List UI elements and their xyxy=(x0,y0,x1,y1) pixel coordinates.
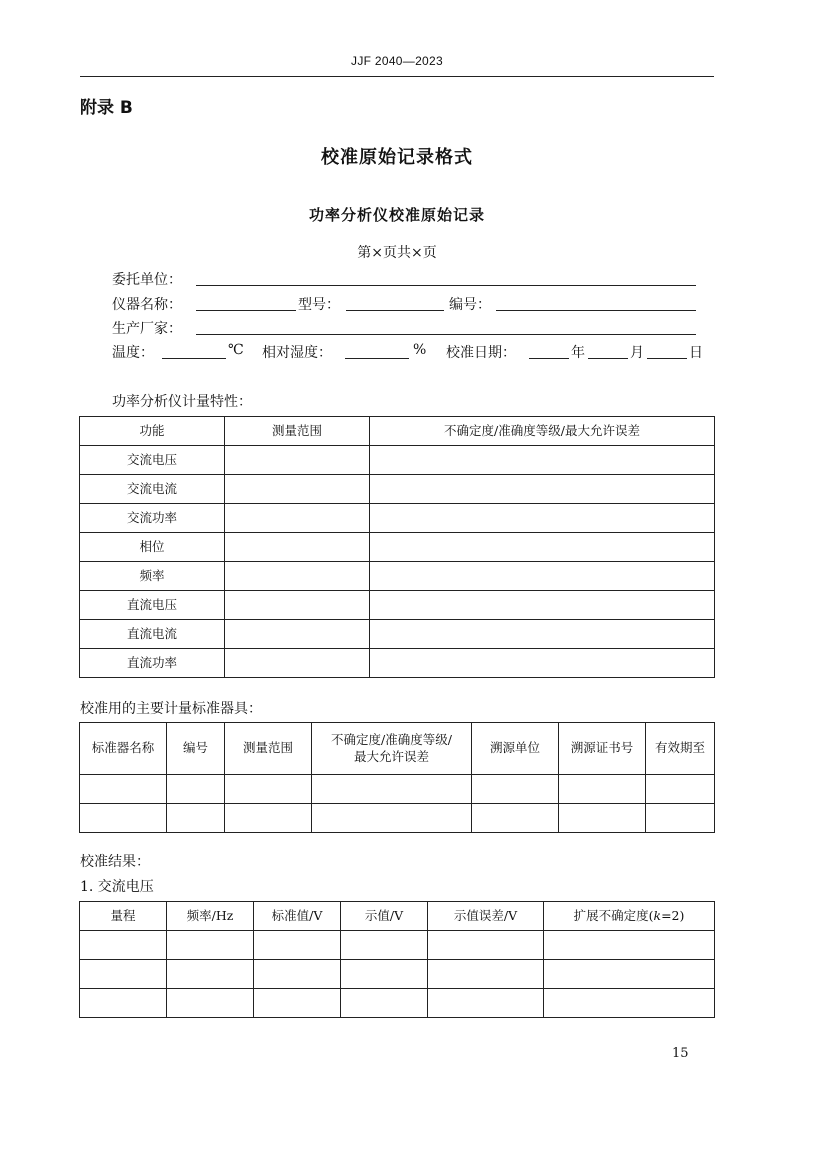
input-cell[interactable] xyxy=(80,804,167,833)
input-cell[interactable] xyxy=(225,649,370,678)
temperature-unit: ℃ xyxy=(228,342,244,358)
input-cell[interactable] xyxy=(370,620,715,649)
input-cell[interactable] xyxy=(225,533,370,562)
month-blank[interactable] xyxy=(588,342,628,359)
input-cell[interactable] xyxy=(472,775,559,804)
table-row xyxy=(80,620,715,649)
instrument-name-label: 仪器名称： xyxy=(112,297,182,313)
function-cell: 直流电压 xyxy=(80,591,225,620)
table-row xyxy=(80,989,715,1018)
model-label: 型号： xyxy=(298,297,340,313)
col-range: 测量范围 xyxy=(225,417,370,446)
results-table xyxy=(79,901,715,1018)
table-row xyxy=(80,649,715,678)
instrument-row xyxy=(112,294,702,314)
instrument-name-blank[interactable] xyxy=(196,294,296,311)
header-divider xyxy=(80,76,714,77)
input-cell[interactable] xyxy=(370,649,715,678)
input-cell[interactable] xyxy=(225,475,370,504)
humidity-unit: % xyxy=(413,342,427,358)
col-number: 编号 xyxy=(167,723,225,775)
table-row xyxy=(80,562,715,591)
input-cell[interactable] xyxy=(225,504,370,533)
input-cell[interactable] xyxy=(225,446,370,475)
input-cell[interactable] xyxy=(80,775,167,804)
col-function: 功能 xyxy=(80,417,225,446)
client-row xyxy=(112,269,702,289)
temperature-label: 温度： xyxy=(112,345,154,361)
temperature-blank[interactable] xyxy=(162,342,226,359)
serial-label: 编号： xyxy=(449,297,491,313)
col-uncertainty: 不确定度/准确度等级/最大允许误差 xyxy=(370,417,715,446)
function-cell: 交流电流 xyxy=(80,475,225,504)
table-row xyxy=(80,775,715,804)
input-cell[interactable] xyxy=(225,804,312,833)
standards-table xyxy=(79,722,715,833)
input-cell[interactable] xyxy=(312,775,472,804)
input-cell[interactable] xyxy=(472,804,559,833)
input-cell[interactable] xyxy=(254,989,341,1018)
input-cell[interactable] xyxy=(370,562,715,591)
input-cell[interactable] xyxy=(559,804,646,833)
model-blank[interactable] xyxy=(346,294,444,311)
col-standard-name: 标准器名称 xyxy=(80,723,167,775)
input-cell[interactable] xyxy=(370,504,715,533)
input-cell[interactable] xyxy=(370,591,715,620)
input-cell[interactable] xyxy=(80,931,167,960)
client-blank[interactable] xyxy=(196,269,696,286)
input-cell[interactable] xyxy=(559,775,646,804)
page-title: 校准原始记录格式 xyxy=(321,147,473,168)
table-row xyxy=(80,804,715,833)
function-cell: 直流电流 xyxy=(80,620,225,649)
client-label: 委托单位： xyxy=(112,272,182,288)
humidity-blank[interactable] xyxy=(345,342,409,359)
input-cell[interactable] xyxy=(544,960,715,989)
input-cell[interactable] xyxy=(80,960,167,989)
function-cell: 交流电压 xyxy=(80,446,225,475)
input-cell[interactable] xyxy=(646,775,715,804)
input-cell[interactable] xyxy=(225,562,370,591)
col-reading: 示值/V xyxy=(341,902,428,931)
col-trace-unit: 溯源单位 xyxy=(472,723,559,775)
characteristics-table xyxy=(79,416,715,678)
cal-date-label: 校准日期： xyxy=(446,345,516,361)
col-uncertainty-line1: 不确定度/准确度等级/ xyxy=(331,731,452,747)
environment-row xyxy=(112,342,707,362)
table-row xyxy=(80,960,715,989)
input-cell[interactable] xyxy=(370,475,715,504)
col-frequency: 频率/Hz xyxy=(167,902,254,931)
table-row xyxy=(80,475,715,504)
page-info: 第×页共×页 xyxy=(357,245,437,261)
table-row xyxy=(80,533,715,562)
col-error: 示值误差/V xyxy=(428,902,544,931)
input-cell[interactable] xyxy=(167,775,225,804)
input-cell[interactable] xyxy=(80,989,167,1018)
table-header-row xyxy=(80,723,715,775)
col-standard-value: 标准值/V xyxy=(254,902,341,931)
input-cell[interactable] xyxy=(167,931,254,960)
results-item: 1. 交流电压 xyxy=(80,879,154,895)
col-uncertainty-line2: 最大允许误差 xyxy=(353,748,429,764)
col-expanded-uncertainty xyxy=(544,902,715,931)
manufacturer-label: 生产厂家： xyxy=(112,321,182,337)
input-cell[interactable] xyxy=(341,931,428,960)
input-cell[interactable] xyxy=(428,931,544,960)
standards-caption: 校准用的主要计量标准器具： xyxy=(80,701,262,717)
col-range: 量程 xyxy=(80,902,167,931)
col-cert-number: 溯源证书号 xyxy=(559,723,646,775)
input-cell[interactable] xyxy=(254,960,341,989)
year-label: 年 xyxy=(571,345,585,361)
header-code: JJF 2040—2023 xyxy=(351,54,443,68)
function-cell: 频率 xyxy=(80,562,225,591)
col-expanded-uncertainty-prefix: 扩展不确定度( xyxy=(573,907,654,923)
coverage-factor-symbol: k xyxy=(653,907,662,923)
input-cell[interactable] xyxy=(254,931,341,960)
col-valid-until: 有效期至 xyxy=(646,723,715,775)
input-cell[interactable] xyxy=(341,960,428,989)
input-cell[interactable] xyxy=(167,989,254,1018)
input-cell[interactable] xyxy=(225,620,370,649)
input-cell[interactable] xyxy=(544,931,715,960)
input-cell[interactable] xyxy=(312,804,472,833)
function-cell: 相位 xyxy=(80,533,225,562)
day-blank[interactable] xyxy=(647,342,687,359)
table-row xyxy=(80,504,715,533)
table-row xyxy=(80,446,715,475)
humidity-label: 相对湿度： xyxy=(262,345,332,361)
input-cell[interactable] xyxy=(370,446,715,475)
record-title: 功率分析仪校准原始记录 xyxy=(308,206,485,224)
input-cell[interactable] xyxy=(428,989,544,1018)
function-cell: 直流功率 xyxy=(80,649,225,678)
col-range: 测量范围 xyxy=(225,723,312,775)
month-label: 月 xyxy=(630,345,644,361)
table-row xyxy=(80,931,715,960)
input-cell[interactable] xyxy=(428,960,544,989)
table-header-row xyxy=(80,417,715,446)
input-cell[interactable] xyxy=(370,533,715,562)
input-cell[interactable] xyxy=(341,989,428,1018)
day-label: 日 xyxy=(689,345,703,361)
input-cell[interactable] xyxy=(544,989,715,1018)
col-expanded-uncertainty-suffix: =2) xyxy=(661,907,685,923)
input-cell[interactable] xyxy=(646,804,715,833)
function-cell: 交流功率 xyxy=(80,504,225,533)
input-cell[interactable] xyxy=(167,804,225,833)
manufacturer-row xyxy=(112,318,702,338)
table-row xyxy=(80,591,715,620)
manufacturer-blank[interactable] xyxy=(196,318,696,335)
appendix-label: 附录 B xyxy=(80,98,133,118)
input-cell[interactable] xyxy=(167,960,254,989)
page-number: 15 xyxy=(672,1046,689,1061)
results-caption: 校准结果： xyxy=(80,854,150,870)
input-cell[interactable] xyxy=(225,775,312,804)
year-blank[interactable] xyxy=(529,342,569,359)
serial-blank[interactable] xyxy=(496,294,696,311)
characteristics-caption: 功率分析仪计量特性： xyxy=(112,394,252,410)
table-header-row xyxy=(80,902,715,931)
col-uncertainty xyxy=(312,723,472,775)
input-cell[interactable] xyxy=(225,591,370,620)
